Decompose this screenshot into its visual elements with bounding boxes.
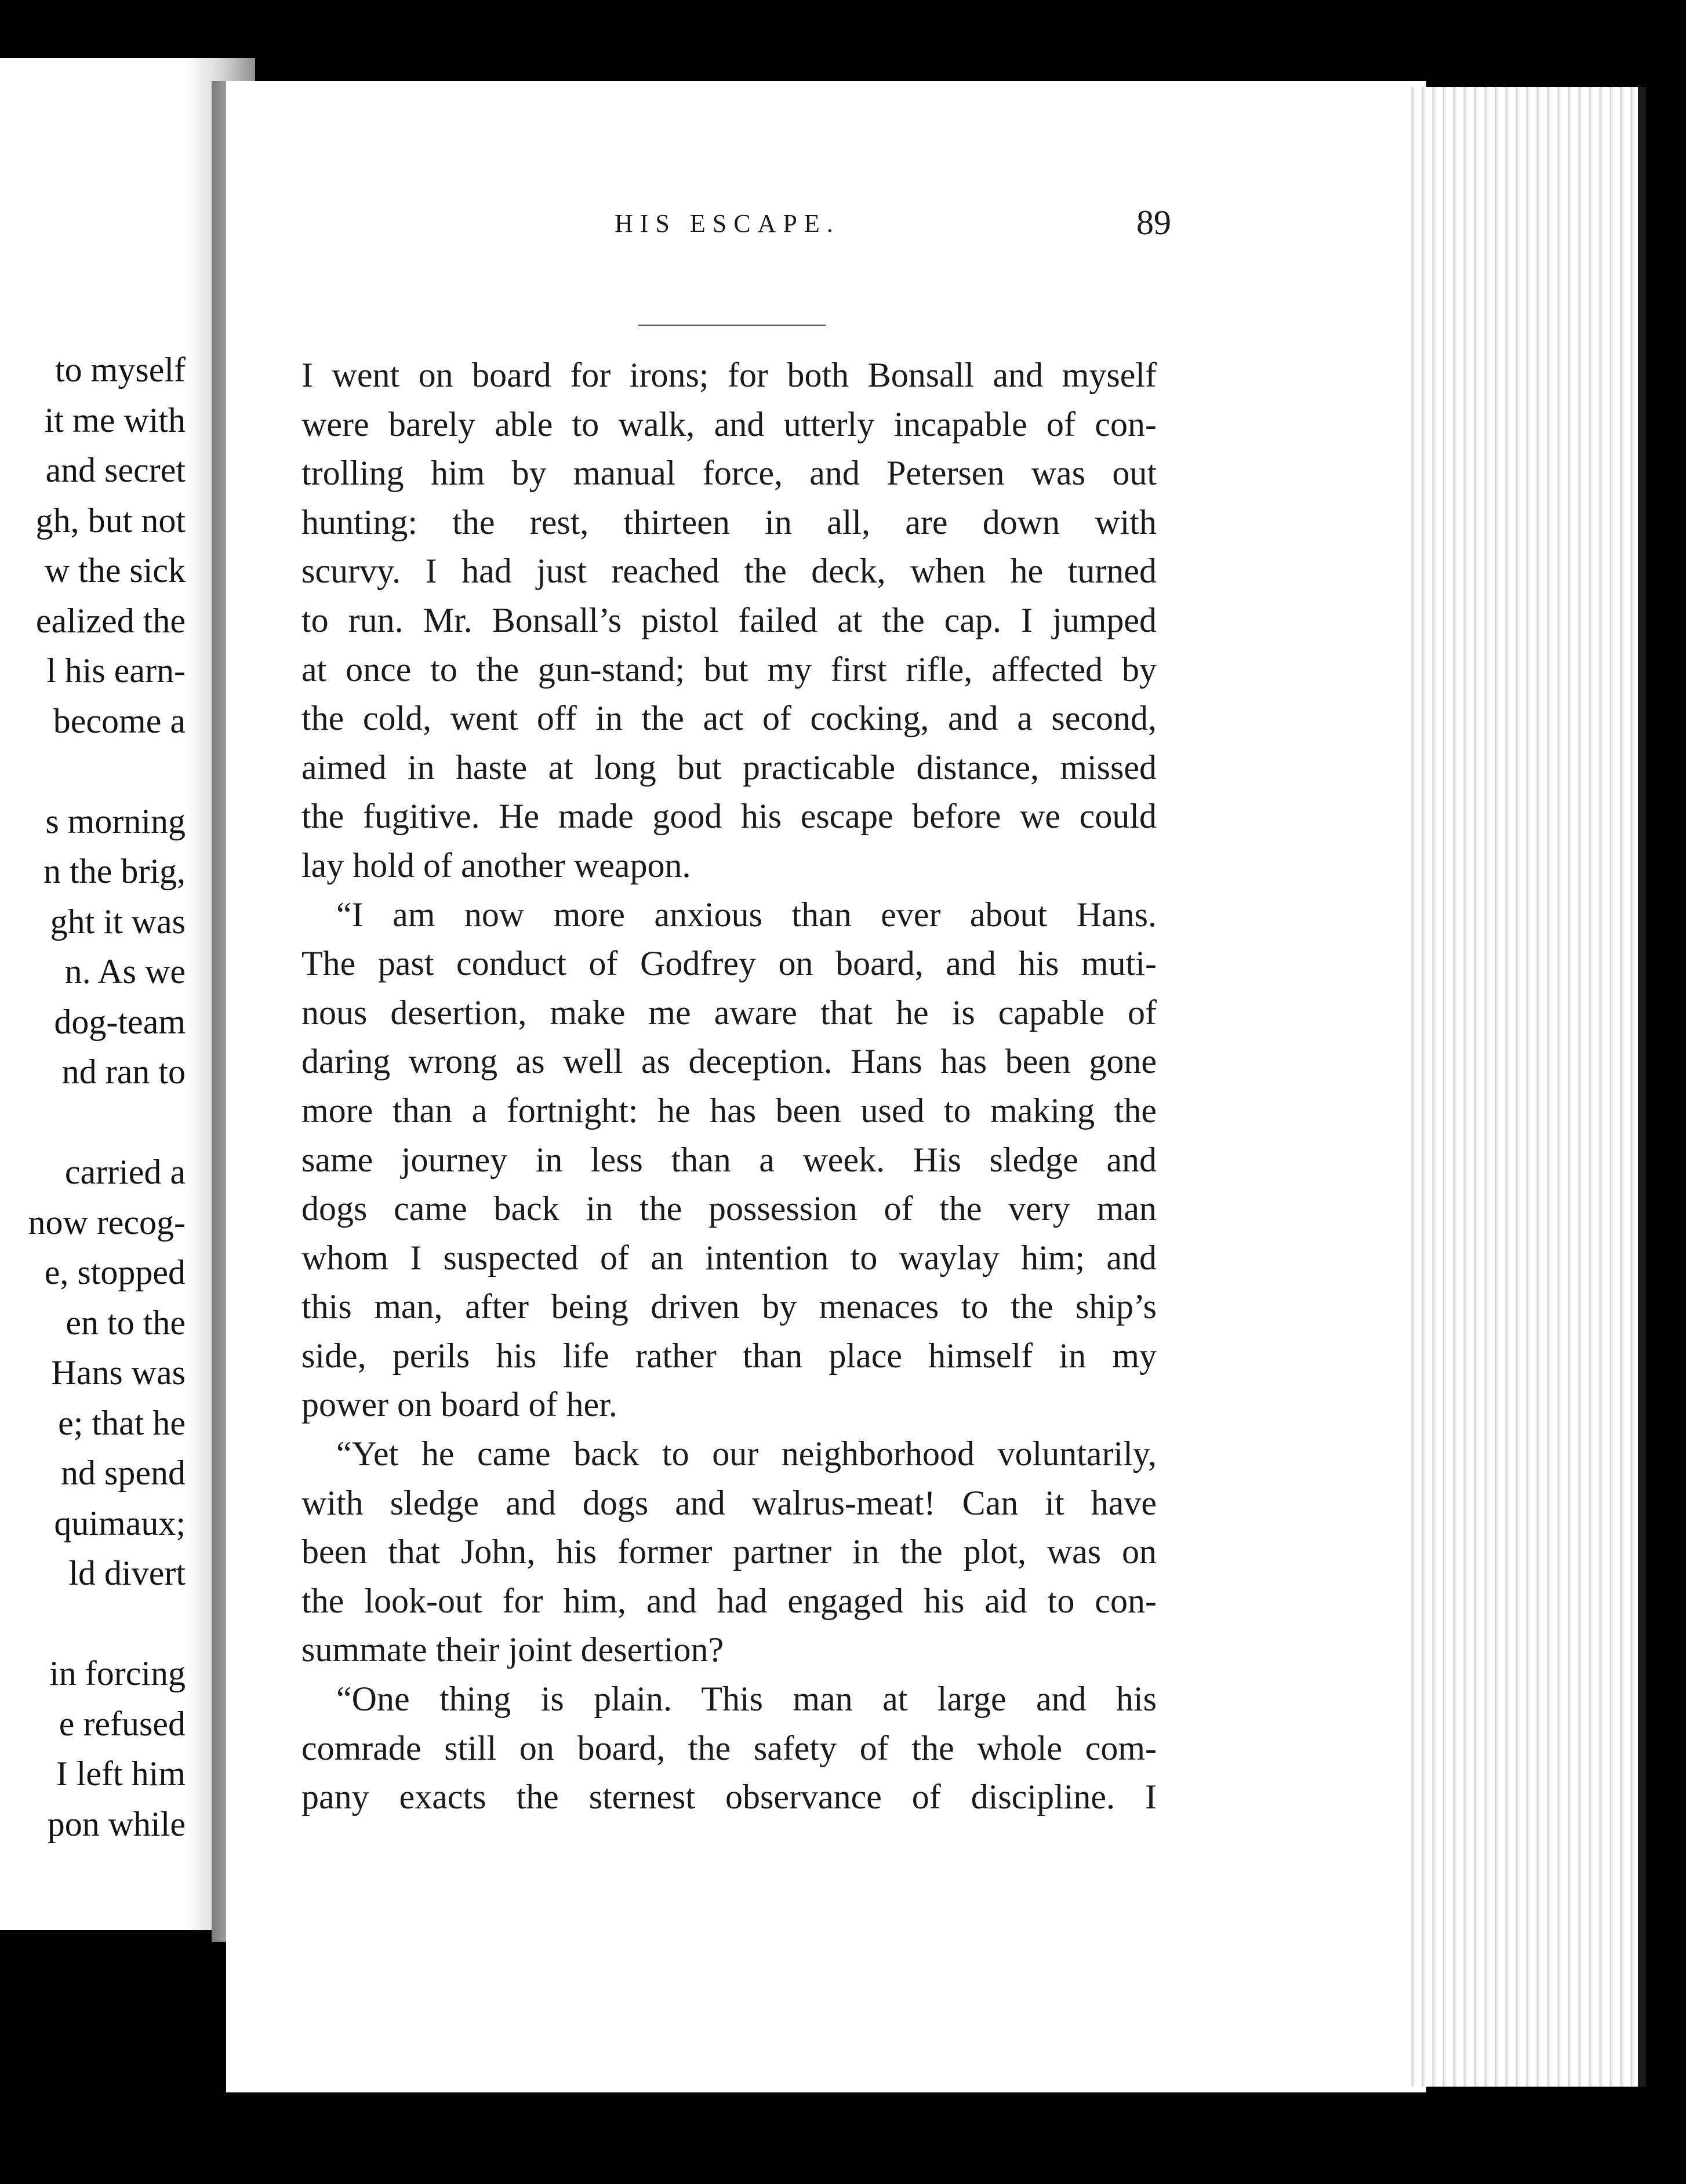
left-page-line: ealized the [35,601,186,640]
running-head [388,203,1171,249]
left-page-line: dog-team [54,1002,186,1041]
left-page-line: ght it was [50,902,186,941]
body-line: “Yet he came back to our neighborhood voluntarily, [336,1435,1157,1473]
body-line: daring wrong as well as deception. Hans has been gone [301,1042,1157,1081]
body-line: comrade still on board, the safety of the whole com- [301,1728,1157,1767]
page-edges [1406,87,1646,2087]
left-page-line: ld divert [68,1554,186,1592]
body-line: dogs came back in the possession of the very man [301,1189,1157,1228]
body-line: nous desertion, make me aware that he is capable of [301,993,1157,1032]
left-page-line: l his earn- [46,651,186,690]
left-page-line: nd spend [61,1454,186,1492]
left-page-line: quimaux; [54,1504,186,1542]
left-page-line: I left him [56,1755,186,1793]
body-line: hunting: the rest, thirteen in all, are down with [301,503,1157,541]
scan-speck [597,2150,601,2158]
left-page-line: gh, but not [35,501,186,540]
body-line: pany exacts the sternest observance of discipline. I [301,1778,1157,1817]
left-page-line: en to the [66,1303,186,1342]
left-page-line: it me with [44,401,186,439]
body-line: the look-out for him, and had engaged his aid to con- [301,1581,1157,1620]
body-line: power on board of her. [301,1385,617,1424]
left-page-line: now recog- [28,1203,186,1242]
body-line: lay hold of another weapon. [301,846,691,884]
body-line: whom I suspected of an intention to waylay him; and [301,1238,1157,1277]
body-line: side, perils his life rather than place himself in my [301,1336,1157,1375]
left-page-line: become a [53,701,186,740]
body-line: same journey in less than a week. His sledge and [301,1140,1157,1179]
body-line: aimed in haste at long but practicable distance, missed [301,748,1157,787]
page-number: 89 [1136,203,1171,242]
left-page-line: n the brig, [43,852,186,890]
left-page-line: carried a [64,1153,186,1191]
body-line: “I am now more anxious than ever about Hans. [336,895,1157,934]
left-page-line: and secret [45,451,186,489]
scan-speck [1647,1269,1652,1275]
scan-speck [116,6,122,19]
left-page-line: e refused [59,1704,186,1743]
body-line: summate their joint desertion? [301,1630,724,1669]
header-rule [638,325,826,326]
left-page-line: to myself [55,351,186,389]
left-page-line: e, stopped [44,1253,186,1291]
body-line: this man, after being driven by menaces to the ship’s [301,1287,1157,1326]
body-line: “One thing is plain. This man at large and his [336,1680,1157,1719]
body-line: the cold, went off in the act of cocking, and a second, [301,699,1157,738]
body-line: to run. Mr. Bonsall’s pistol failed at the cap. I jumped [301,600,1157,639]
body-line: trolling him by manual force, and Petersen was out [301,454,1157,493]
left-page-line: pon while [47,1804,186,1843]
body-line: the fugitive. He made good his escape before we could [301,797,1157,836]
body-line: I went on board for irons; for both Bonsall and myself [301,356,1157,394]
left-page-line: nd ran to [61,1053,186,1091]
left-page-line: w the sick [44,551,186,589]
body-line: The past conduct of Godfrey on board, and his muti- [301,944,1157,983]
left-page-line: s morning [45,802,186,840]
body-line: with sledge and dogs and walrus-meat! Can it have [301,1483,1157,1522]
body-line: been that John, his former partner in the plot, was on [301,1533,1157,1571]
body-line: more than a fortnight: he has been used to making the [301,1091,1157,1130]
left-page-line: in forcing [49,1654,186,1692]
left-page-line: n. As we [64,952,186,991]
body-line: were barely able to walk, and utterly incapable of con- [301,405,1157,443]
body-line: scurvy. I had just reached the deck, when he turned [301,552,1157,591]
left-page-line: Hans was [51,1353,186,1392]
running-title: HIS ESCAPE. [615,209,840,238]
body-text [301,351,1157,1822]
body-line: at once to the gun-stand; but my first rifle, affected by [301,650,1157,689]
left-page-line: e; that he [58,1403,186,1442]
